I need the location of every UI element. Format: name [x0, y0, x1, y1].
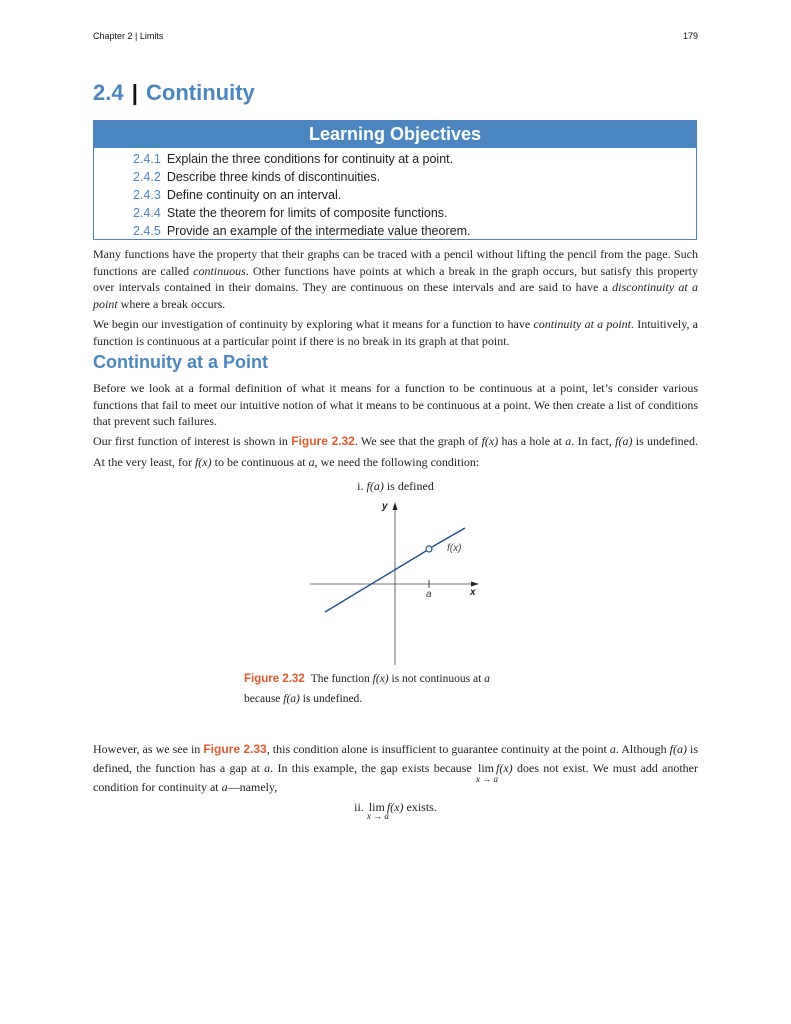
math-expression: f(a) — [615, 434, 633, 448]
text: exists. — [403, 800, 437, 814]
text: , this condition alone is insufficient to guarantee continuity at the point — [266, 742, 610, 756]
learning-objectives-box — [93, 120, 697, 240]
limit-subscript: x → a — [475, 774, 498, 784]
text: Our first function of interest is shown in — [93, 434, 292, 448]
math-expression: f(a) — [283, 693, 300, 705]
subsection-heading: Continuity at a Point — [93, 352, 268, 372]
objective-item — [133, 168, 696, 186]
text: . Other functions have points at which a break in the graph occurs, but satisfy this property over intervals contained in their domains. They are continuous on these intervals and are said to have a — [93, 263, 698, 294]
x-axis-arrow-icon — [471, 582, 479, 587]
limit-operator: lim — [477, 761, 494, 775]
x-axis-label: x — [470, 587, 476, 598]
math-variable: a — [308, 455, 315, 469]
caption-line-1 — [244, 669, 544, 689]
section-separator: | — [131, 80, 138, 105]
paragraph-condition-2-intro — [93, 740, 698, 797]
math-variable: a — [221, 780, 228, 794]
objective-text: Define continuity on an interval. — [166, 188, 342, 202]
text: to be continuous at — [211, 455, 309, 469]
objective-number: 2.4.5 — [133, 224, 161, 238]
condition-2 — [0, 800, 791, 821]
text: where a break occurs. — [117, 296, 226, 311]
text: —namely, — [227, 780, 278, 794]
limit-expression — [475, 759, 498, 784]
math-variable: a — [565, 434, 572, 448]
objective-number: 2.4.3 — [133, 188, 161, 202]
function-line-left — [325, 551, 426, 612]
section-number: 2.4 — [93, 80, 124, 105]
emphasis: continuity at a point — [533, 317, 632, 331]
emphasis: discontinuity at a point — [93, 280, 699, 311]
y-axis-label: y — [382, 501, 388, 512]
math-expression: f(x) — [481, 434, 499, 448]
objective-text: Explain the three conditions for continuity at a point. — [166, 152, 454, 166]
text: We begin our investigation of continuity by exploring what it means for a function to have — [93, 317, 534, 331]
y-axis-arrow-icon — [393, 502, 398, 510]
objective-item — [133, 222, 696, 240]
page-number: 179 — [682, 31, 698, 41]
text: . In this example, the gap exists because — [270, 761, 476, 775]
figure-caption — [244, 669, 544, 709]
objective-item — [133, 186, 696, 204]
curve-label: f(x) — [447, 543, 462, 554]
intro-paragraph-2 — [93, 316, 698, 349]
text: . Intuitively, a function is continuous at a particular point if there is no break in its graph at that point. — [93, 317, 698, 348]
text: However, as we see in — [93, 742, 204, 756]
text: is undefined. — [299, 693, 363, 705]
intro-paragraph-1 — [93, 246, 698, 312]
math-expression: f(a) — [366, 479, 384, 493]
text: does not exist. We must add another condition for continuity at — [93, 761, 698, 794]
chapter-label: Chapter 2 | Limits — [93, 31, 164, 41]
emphasis: continuous — [193, 263, 246, 278]
limit-operator: lim — [368, 800, 385, 814]
math-expression: f(a) — [669, 742, 687, 756]
learning-objectives-list — [94, 148, 696, 240]
objective-item — [133, 204, 696, 222]
limit-expression — [366, 800, 389, 821]
text: Many functions have the property that their graphs can be traced with a pencil without lifting the pencil from the page. Such functions are called — [93, 247, 698, 278]
math-variable: a — [609, 742, 616, 756]
condition-number: i. — [357, 479, 367, 493]
objective-text: Provide an example of the intermediate value theorem. — [166, 224, 471, 238]
math-expression: f(x) — [194, 455, 212, 469]
paragraph-figure-intro — [93, 431, 698, 473]
objective-number: 2.4.2 — [133, 170, 161, 184]
limit-subscript: x → a — [366, 811, 389, 821]
figure-2-32-graph — [305, 495, 490, 670]
objective-item — [133, 150, 696, 168]
math-expression: f(x) — [386, 800, 404, 814]
open-circle-hole — [426, 546, 432, 552]
condition-1 — [0, 479, 791, 494]
math-variable: a — [264, 761, 271, 775]
section-title — [93, 80, 255, 106]
math-expression: f(x) — [496, 761, 513, 775]
graph-svg — [305, 495, 490, 670]
section-name: Continuity — [146, 80, 255, 105]
objective-text: State the theorem for limits of composite functions. — [166, 206, 448, 220]
math-expression: f(x) — [372, 673, 389, 685]
figure-link[interactable]: Figure 2.33 — [203, 742, 267, 756]
text: is defined — [383, 479, 434, 493]
text: is undefined. At the very least, for — [93, 434, 698, 469]
text: . We see that the graph of — [354, 434, 482, 448]
text: , we need the following condition: — [314, 455, 480, 469]
figure-label: Figure 2.32 — [244, 673, 305, 685]
tick-label-a: a — [426, 589, 432, 600]
math-variable: a — [484, 673, 490, 685]
text: has a hole at — [498, 434, 566, 448]
text: Before we look at a formal definition of what it means for a function to be continuous at a point, let’s consider various functions that fail to meet our intuitive notion of what it means to be continuous at a point. We then create a list of conditions that prevent such failures. — [93, 381, 698, 428]
text: . Although — [615, 742, 670, 756]
text: is defined, the function has a gap at — [93, 742, 698, 775]
text: because — [244, 693, 284, 705]
page-header — [93, 31, 698, 45]
text: is not continuous at — [391, 673, 485, 685]
objective-number: 2.4.4 — [133, 206, 161, 220]
text: The function — [310, 673, 373, 685]
text: . In fact, — [571, 434, 616, 448]
objective-text: Describe three kinds of discontinuities. — [166, 170, 381, 184]
objective-number: 2.4.1 — [133, 152, 161, 166]
caption-line-2 — [244, 689, 544, 709]
figure-link[interactable]: Figure 2.32 — [291, 434, 355, 448]
condition-number: ii. — [354, 800, 367, 814]
paragraph-before-definition — [93, 380, 698, 430]
learning-objectives-title: Learning Objectives — [94, 121, 696, 148]
